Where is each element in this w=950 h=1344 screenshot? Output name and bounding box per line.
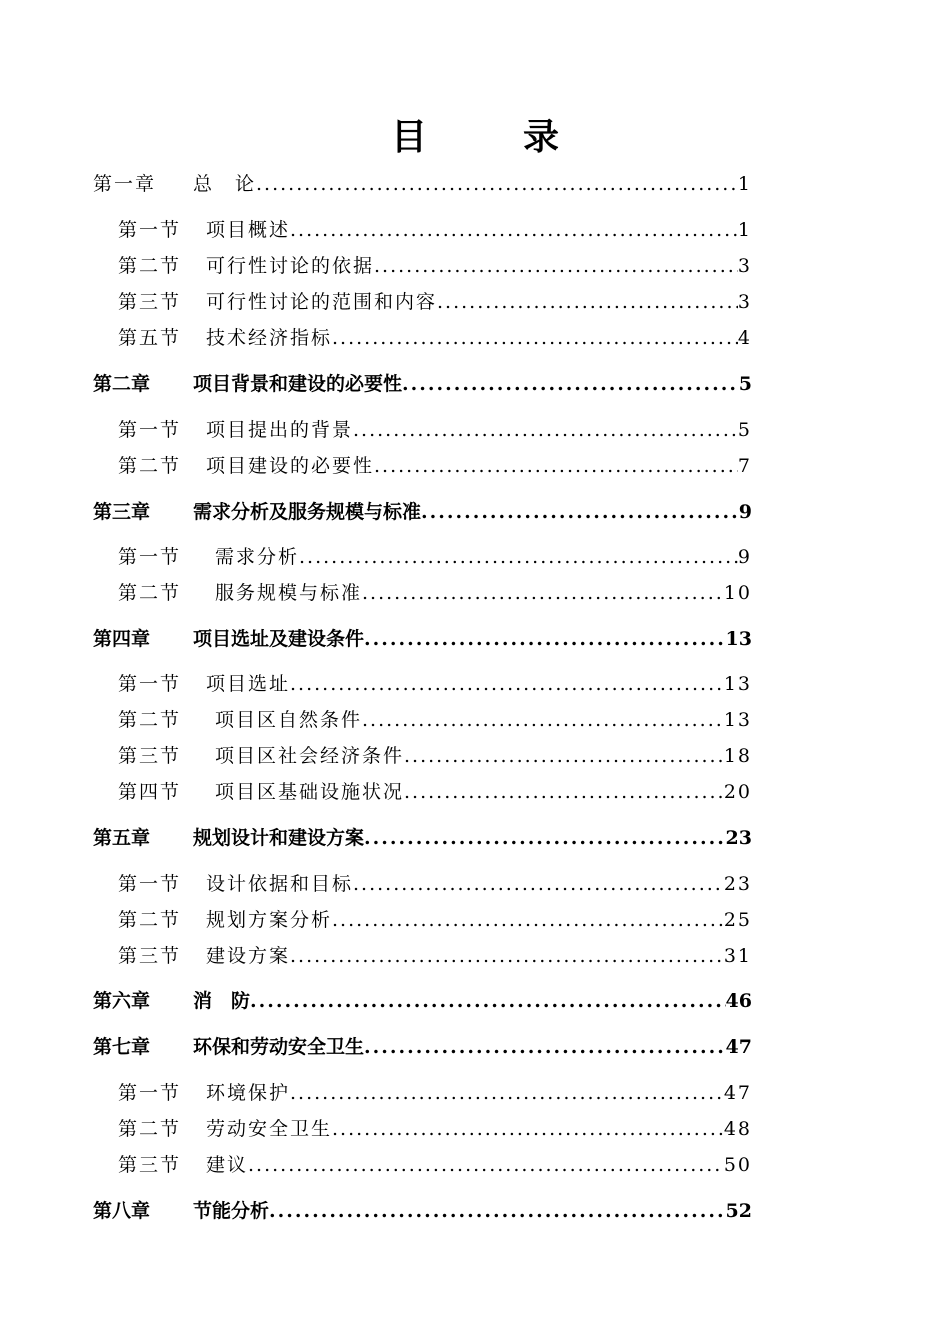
page-number: 10 [723,582,752,604]
page-number: 23 [723,873,752,895]
section-title: 项目建设的必要性 [206,455,375,477]
dot-leader [362,705,724,735]
dot-leader [332,323,738,353]
toc-section[interactable] [118,1078,752,1108]
toc-section[interactable] [118,777,752,807]
page-number: 4 [737,327,752,349]
dot-leader [353,869,724,899]
section-title: 项目区自然条件 [215,709,363,731]
chapter-title: 节能分析 [193,1200,270,1222]
section-title: 建议 [206,1154,249,1176]
section-label: 第一节 [118,1082,182,1104]
toc-section[interactable] [118,215,752,245]
section-label: 第一节 [118,419,182,441]
toc-section[interactable] [118,1114,752,1144]
section-label: 第三节 [118,745,182,767]
page-number: 9 [738,501,752,523]
dot-leader [269,1196,726,1226]
page-number: 13 [723,709,752,731]
dot-leader [404,777,724,807]
dot-leader [421,497,739,527]
dot-leader [250,986,726,1016]
page-number: 9 [737,546,752,568]
chapter-title: 需求分析及服务规模与标准 [193,501,422,523]
dot-leader [374,251,738,281]
chapter-label: 第六章 [93,990,151,1012]
page-number: 18 [723,745,752,767]
chapter-title: 规划设计和建设方案 [193,827,365,849]
chapter-title: 消 防 [193,990,251,1012]
dot-leader [332,905,724,935]
page-number: 1 [737,173,752,195]
dot-leader [404,741,724,771]
chapter-label: 第五章 [93,827,151,849]
section-label: 第一节 [118,873,182,895]
dot-leader [364,624,726,654]
section-label: 第二节 [118,709,182,731]
section-label: 第三节 [118,945,182,967]
section-label: 第一节 [118,219,182,241]
chapter-title: 总 论 [193,173,257,195]
page-number: 50 [723,1154,752,1176]
section-label: 第一节 [118,546,182,568]
page-number: 13 [723,673,752,695]
page-number: 46 [725,990,752,1012]
chapter-label: 第七章 [93,1036,151,1058]
page-number: 7 [737,455,752,477]
section-title: 可行性讨论的依据 [206,255,375,277]
section-label: 第二节 [118,255,182,277]
section-label: 第一节 [118,673,182,695]
page-number: 5 [738,373,752,395]
dot-leader [290,215,738,245]
chapter-label: 第四章 [93,628,151,650]
chapter-label: 第八章 [93,1200,151,1222]
toc-section[interactable] [118,578,752,608]
section-title: 建设方案 [206,945,291,967]
section-label: 第三节 [118,1154,182,1176]
dot-leader [299,542,738,572]
dot-leader [256,169,738,199]
dot-leader [364,823,726,853]
section-title: 技术经济指标 [206,327,333,349]
toc-section[interactable] [118,905,752,935]
toc-section[interactable] [118,251,752,281]
dot-leader [437,287,738,317]
page-number: 23 [725,827,752,849]
section-title: 项目提出的背景 [206,419,354,441]
toc-section[interactable] [118,287,752,317]
toc-section[interactable] [118,542,752,572]
dot-leader [332,1114,724,1144]
dot-leader [290,669,724,699]
dot-leader [364,1032,726,1062]
page-number: 3 [737,255,752,277]
page-number: 1 [737,219,752,241]
toc-chapter-8[interactable] [93,1196,752,1226]
page-title: 目 录 [390,116,589,158]
toc-chapter-3[interactable] [93,497,752,527]
page-number: 47 [723,1082,752,1104]
page-number: 3 [737,291,752,313]
page-number: 48 [723,1118,752,1140]
dot-leader [374,451,738,481]
toc-section[interactable] [118,741,752,771]
page-number: 20 [723,781,752,803]
toc-chapter-2[interactable] [93,369,752,399]
toc-chapter-6[interactable] [93,986,752,1016]
chapter-title: 项目背景和建设的必要性 [193,373,403,395]
toc-section[interactable] [118,451,752,481]
toc-chapter-7[interactable] [93,1032,752,1062]
chapter-label: 第二章 [93,373,151,395]
section-label: 第二节 [118,582,182,604]
toc-chapter-5[interactable] [93,823,752,853]
toc-section[interactable] [118,323,752,353]
dot-leader [290,1078,724,1108]
section-title: 项目区社会经济条件 [215,745,405,767]
chapter-label: 第一章 [93,173,157,195]
toc-section[interactable] [118,705,752,735]
section-title: 服务规模与标准 [215,582,363,604]
toc-chapter-1[interactable] [93,169,752,199]
page-number: 25 [723,909,752,931]
dot-leader [362,578,724,608]
dot-leader [290,941,724,971]
section-title: 环境保护 [206,1082,291,1104]
section-label: 第二节 [118,909,182,931]
section-title: 可行性讨论的范围和内容 [206,291,438,313]
toc-section[interactable] [118,669,752,699]
chapter-title: 环保和劳动安全卫生 [193,1036,365,1058]
page-number: 5 [737,419,752,441]
section-title: 设计依据和目标 [206,873,354,895]
toc-section[interactable] [118,415,752,445]
section-label: 第二节 [118,455,182,477]
page-number: 47 [725,1036,752,1058]
page-number: 13 [725,628,752,650]
section-label: 第二节 [118,1118,182,1140]
toc-section[interactable] [118,941,752,971]
dot-leader [248,1150,724,1180]
toc-section[interactable] [118,869,752,899]
dot-leader [402,369,739,399]
section-title: 需求分析 [215,546,300,568]
page-number: 31 [723,945,752,967]
section-label: 第三节 [118,291,182,313]
section-title: 规划方案分析 [206,909,333,931]
section-title: 劳动安全卫生 [206,1118,333,1140]
section-label: 第五节 [118,327,182,349]
chapter-title: 项目选址及建设条件 [193,628,365,650]
chapter-label: 第三章 [93,501,151,523]
toc-section[interactable] [118,1150,752,1180]
section-title: 项目选址 [206,673,291,695]
section-title: 项目区基础设施状况 [215,781,405,803]
page-number: 52 [725,1200,752,1222]
section-label: 第四节 [118,781,182,803]
dot-leader [353,415,738,445]
toc-chapter-4[interactable] [93,624,752,654]
section-title: 项目概述 [206,219,291,241]
